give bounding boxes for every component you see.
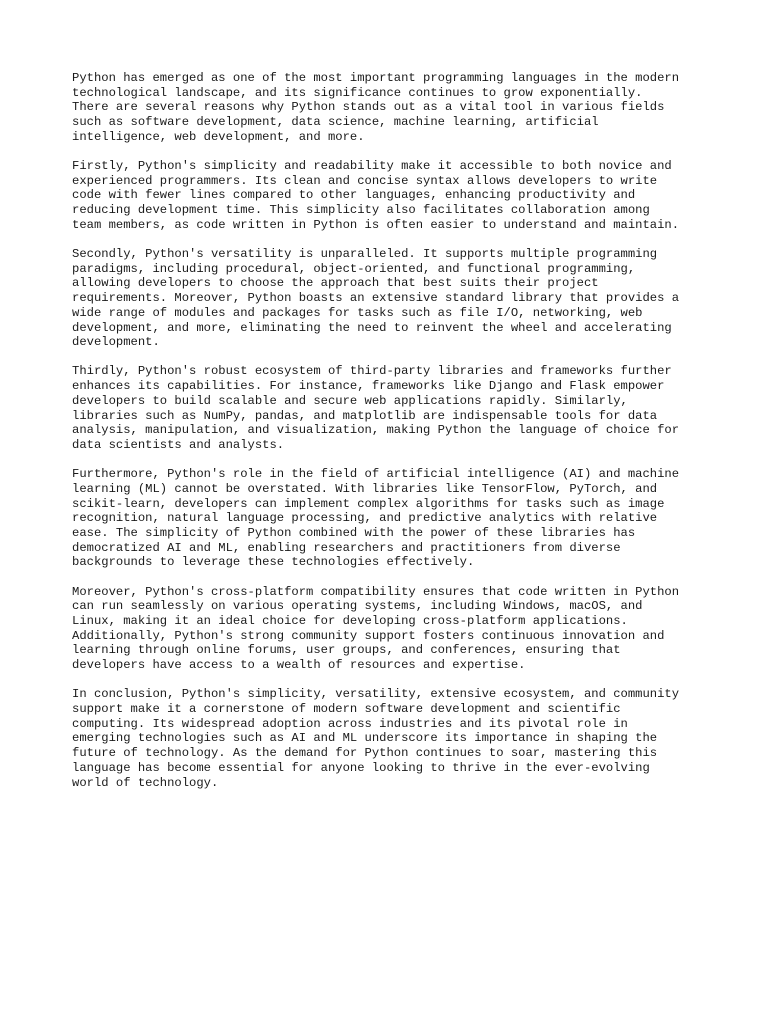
text-line: recognition, natural language processing, and predictive analytics with relative [72,511,658,526]
text-line: world of technology. [72,775,219,790]
text-line: future of technology. As the demand for Python continues to soar, mastering this [72,746,658,761]
text-line: can run seamlessly on various operating systems, including Windows, macOS, and [72,599,643,614]
paragraph-furthermore [72,467,712,570]
text-line: Firstly, Python's simplicity and readability make it accessible to both novice and [72,159,672,174]
paragraph-moreover [72,585,712,673]
text-line: enhances its capabilities. For instance, frameworks like Django and Flask empower [72,379,665,394]
text-line: language has become essential for anyone looking to thrive in the ever-evolving [72,760,650,775]
text-line: team members, as code written in Python is often easier to understand and maintain. [72,217,680,232]
text-line: support make it a cornerstone of modern software development and scientific [72,702,621,717]
text-line: technological landscape, and its significance continues to grow exponentially. [72,85,643,100]
text-line: Secondly, Python's versatility is unparalleled. It supports multiple programming [72,247,658,262]
text-line: allowing developers to choose the approach that best suits their project [72,276,599,291]
text-line: Moreover, Python's cross-platform compatibility ensures that code written in Python [72,584,680,599]
text-line: such as software development, data science, machine learning, artificial [72,115,599,130]
text-line: Linux, making it an ideal choice for developing cross-platform applications. [72,614,628,628]
text-line: experienced programmers. Its clean and concise syntax allows developers to write [72,173,658,188]
text-line: wide range of modules and packages for tasks such as file I/O, networking, web [72,305,643,320]
text-line: development, and more, eliminating the need to reinvent the wheel and accelerating [72,320,672,335]
paragraph-firstly [72,159,712,233]
text-line: Python has emerged as one of the most important programming languages in the modern [72,71,680,85]
text-line: intelligence, web development, and more. [72,129,365,144]
text-line: paradigms, including procedural, object-oriented, and functional programming, [72,261,636,276]
text-line: code with fewer lines compared to other languages, enhancing productivity and [72,188,636,203]
text-line: Thirdly, Python's robust ecosystem of third-party libraries and frameworks further [72,364,672,379]
text-line: There are several reasons why Python stands out as a vital tool in various fields [72,100,665,115]
text-line: reducing development time. This simplicity also facilitates collaboration among [72,203,650,218]
text-line: computing. Its widespread adoption across industries and its pivotal role in [72,716,628,731]
paragraph-conclusion [72,687,712,790]
text-line: scikit-learn, developers can implement complex algorithms for tasks such as image [72,496,665,511]
text-line: ease. The simplicity of Python combined with the power of these libraries has [72,525,636,540]
text-line: emerging technologies such as AI and ML underscore its importance in shaping the [72,731,658,746]
paragraph-intro [72,71,712,145]
paragraph-thirdly [72,364,712,452]
text-line: analysis, manipulation, and visualization, making Python the language of choice for [72,423,680,438]
text-line: developers to build scalable and secure web applications rapidly. Similarly, [72,393,628,408]
text-line: backgrounds to leverage these technologies effectively. [72,555,475,570]
document-body [72,71,712,805]
text-line: Additionally, Python's strong community support fosters continuous innovation and [72,628,665,643]
text-line: learning (ML) cannot be overstated. With libraries like TensorFlow, PyTorch, and [72,481,658,496]
text-line: learning through online forums, user groups, and conferences, ensuring that [72,643,621,658]
text-line: Furthermore, Python's role in the field of artificial intelligence (AI) and machine [72,467,680,482]
text-line: democratized AI and ML, enabling researchers and practitioners from diverse [72,540,621,555]
text-line: data scientists and analysts. [72,437,285,452]
paragraph-secondly [72,247,712,350]
text-line: development. [72,335,160,350]
text-line: In conclusion, Python's simplicity, versatility, extensive ecosystem, and community [72,687,680,702]
text-line: libraries such as NumPy, pandas, and matplotlib are indispensable tools for data [72,408,658,423]
text-line: developers have access to a wealth of resources and expertise. [72,658,526,673]
text-line: requirements. Moreover, Python boasts an extensive standard library that provides a [72,291,680,306]
